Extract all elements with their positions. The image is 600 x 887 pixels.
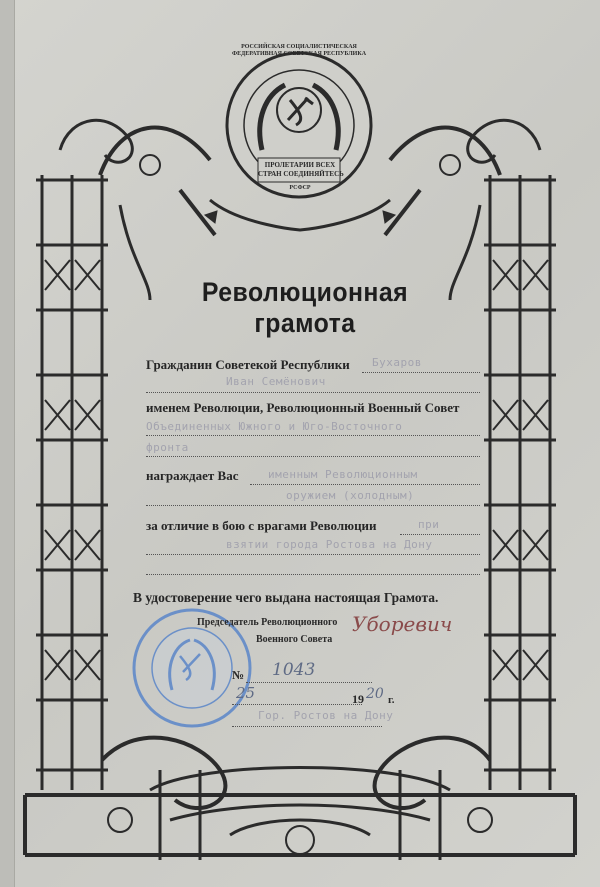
dotted-line [146,392,480,393]
date-year-prefix: 19 [352,692,364,706]
council-label: именем Революции, Революционный Военный Совет [146,400,460,415]
dotted-line [250,484,480,485]
date-suffix: г. [388,694,395,706]
citizen-name: Иван Семёнович [226,375,326,388]
emblem-motto-line2: СТРАН СОЕДИНЯЙТЕСЬ [258,170,344,178]
emblem-motto-line1: ПРОЛЕТАРИИ ВСЕХ [264,161,336,169]
chair-title-line2: Военного Совета [256,634,333,645]
dotted-line [146,574,480,575]
dotted-line [246,682,372,683]
distinction-text-cont: взятии города Ростова на Дону [226,538,433,551]
dotted-line [232,726,382,727]
page-title: Революционная грамота [201,277,409,338]
dotted-line [362,372,480,373]
emblem-ring-text: РОССИЙСКАЯ СОЦИАЛИСТИЧЕСКАЯ ФЕДЕРАТИВНАЯ СОВЕТСКАЯ РЕСПУБЛИКА [231,44,367,57]
distinction-label: за отличие в бою с врагами Революции [146,518,377,533]
certification-line: В удостоверение чего выдана настоящая Грамота. [133,590,439,605]
award-name: именным Революционным [268,468,418,481]
front-name-cont: фронта [146,441,189,454]
dotted-line [146,456,480,457]
certificate-number: 1043 [272,660,316,680]
front-name: Объединенных Южного и Юго-Восточного [146,420,403,433]
right-column [484,175,556,790]
citizen-surname: Бухаров [372,356,422,369]
dotted-line [400,534,480,535]
distinction-text: при [418,518,440,531]
date-day: 25 [236,684,256,702]
dotted-line [146,435,480,436]
chair-title-line1: Председатель Революционного [197,617,338,628]
issue-place: Гор. Ростов на Дону [258,709,394,722]
award-label: награждает Вас [146,468,239,483]
number-label: № [232,668,245,682]
bottom-ornament [25,738,575,860]
dotted-line [232,704,362,705]
award-name-cont: оружием (холодным) [286,489,415,502]
dotted-line [146,505,480,506]
chair-signature: Уборевич [352,612,453,636]
citizen-label: Гражданин Советекой Республики [146,357,350,372]
left-column [36,175,108,790]
emblem-ribbon: РСФСР [289,185,311,191]
dotted-line [146,554,480,555]
date-year-suffix: 20 [366,686,384,702]
